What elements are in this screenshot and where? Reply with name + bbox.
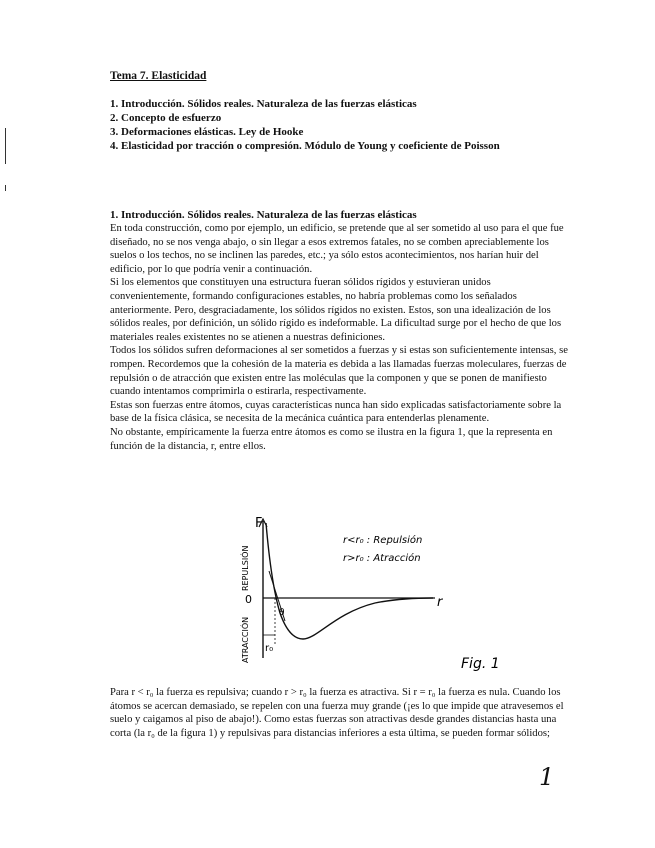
paragraph: No obstante, empíricamente la fuerza entre átomos es como se ilustra en la figura 1, que la representa en función de la distancia, r, entre ellos. — [110, 426, 553, 452]
legend-atraccion: r>r₀ : Atracción — [343, 553, 421, 564]
legend-repulsion: r<r₀ : Repulsión — [343, 535, 423, 546]
table-of-contents — [110, 97, 550, 153]
section-heading: 1. Introducción. Sólidos reales. Naturaleza de las fuerzas elásticas — [110, 209, 417, 221]
r0-label: r₀ — [265, 643, 274, 654]
origin-label: 0 — [245, 593, 252, 606]
atraccion-label: ATRACCIÓN — [241, 616, 250, 663]
scan-edge-mark — [5, 128, 6, 164]
page-number: 1 — [539, 763, 555, 791]
force-distance-figure — [225, 513, 515, 683]
figure-caption: Fig. 1 — [461, 656, 500, 672]
paragraph: Para r < r₀ la fuerza es repulsiva; cuando r > r₀ la fuerza es atractiva. Si r = r₀ la fuerza es nula. Cuando los átomos se acercan demasiado, se repelen con una fuerza muy grande (¡es lo que impide que atravesemos el suelo y caigamos al piso de abajo!). Como estas fuerzas son atractivas desde grandes distancias hasta una corta (la r₀ de la figura 1) y repulsivas para distancias inferiores a esta última, se pueden formar sólidos; — [110, 687, 564, 739]
toc-item: 1. Introducción. Sólidos reales. Naturaleza de las fuerzas elásticas — [110, 98, 417, 110]
toc-item: 2. Concepto de esfuerzo — [110, 112, 222, 124]
angle-label: θ — [279, 608, 285, 618]
r-axis-label: r — [437, 595, 443, 610]
paragraph: Si los elementos que constituyen una estructura fueran sólidos rígidos y estuvieran unidos convenientemente, formando configuraciones estables, no habría problemas como los señalados anteriormente. Pero, desgraciadamente, los sólidos rígidos no existen. Estos, son una idealización de los sólidos reales, por definición, un sólido rígido es indeformable. La dificultad surge por el hecho de que los materiales reales existentes no se atienen a nuestras definiciones. — [110, 277, 562, 343]
document-title: Tema 7. Elasticidad — [110, 70, 207, 82]
paragraph: Todos los sólidos sufren deformaciones al ser sometidos a fuerzas y si estas son suficientemente intensas, se rompen. Recordemos que la cohesión de la materia es debida a las llamadas fuerzas moleculares, fuerzas de repulsión o de atracción que existen entre las moléculas que la componen y que se ponen de manifiesto cuando intentamos comprimirla o estirarla, respectivamente. — [110, 345, 568, 398]
body-text-continued — [110, 686, 572, 740]
f-axis-label: F — [255, 516, 263, 531]
paragraph: Estas son fuerzas entre átomos, cuyas características nunca han sido explicadas satisfactoriamente sobre la base de la física clásica, se necesita de la mecánica cuántica para entenderlas plenamente. — [110, 399, 562, 425]
toc-item: 4. Elasticidad por tracción o compresión. Módulo de Young y coeficiente de Poisson — [110, 140, 500, 152]
paragraph: En toda construcción, como por ejemplo, un edificio, se pretende que al ser sometido al uso para el que fue diseñado, no se nos venga abajo, o sin llegar a esos extremos fatales, no se comben apreciablemente los suelos o los techos, no se inclinen las paredes, etc.; ya sólo estos acontecimientos, nos harían huir del edificio, por lo que podría venir a continuación. — [110, 223, 564, 275]
body-text — [110, 222, 572, 453]
toc-item: 3. Deformaciones elásticas. Ley de Hooke — [110, 126, 304, 138]
repulsion-label: REPULSIÓN — [241, 545, 250, 591]
scan-edge-mark — [5, 185, 6, 191]
